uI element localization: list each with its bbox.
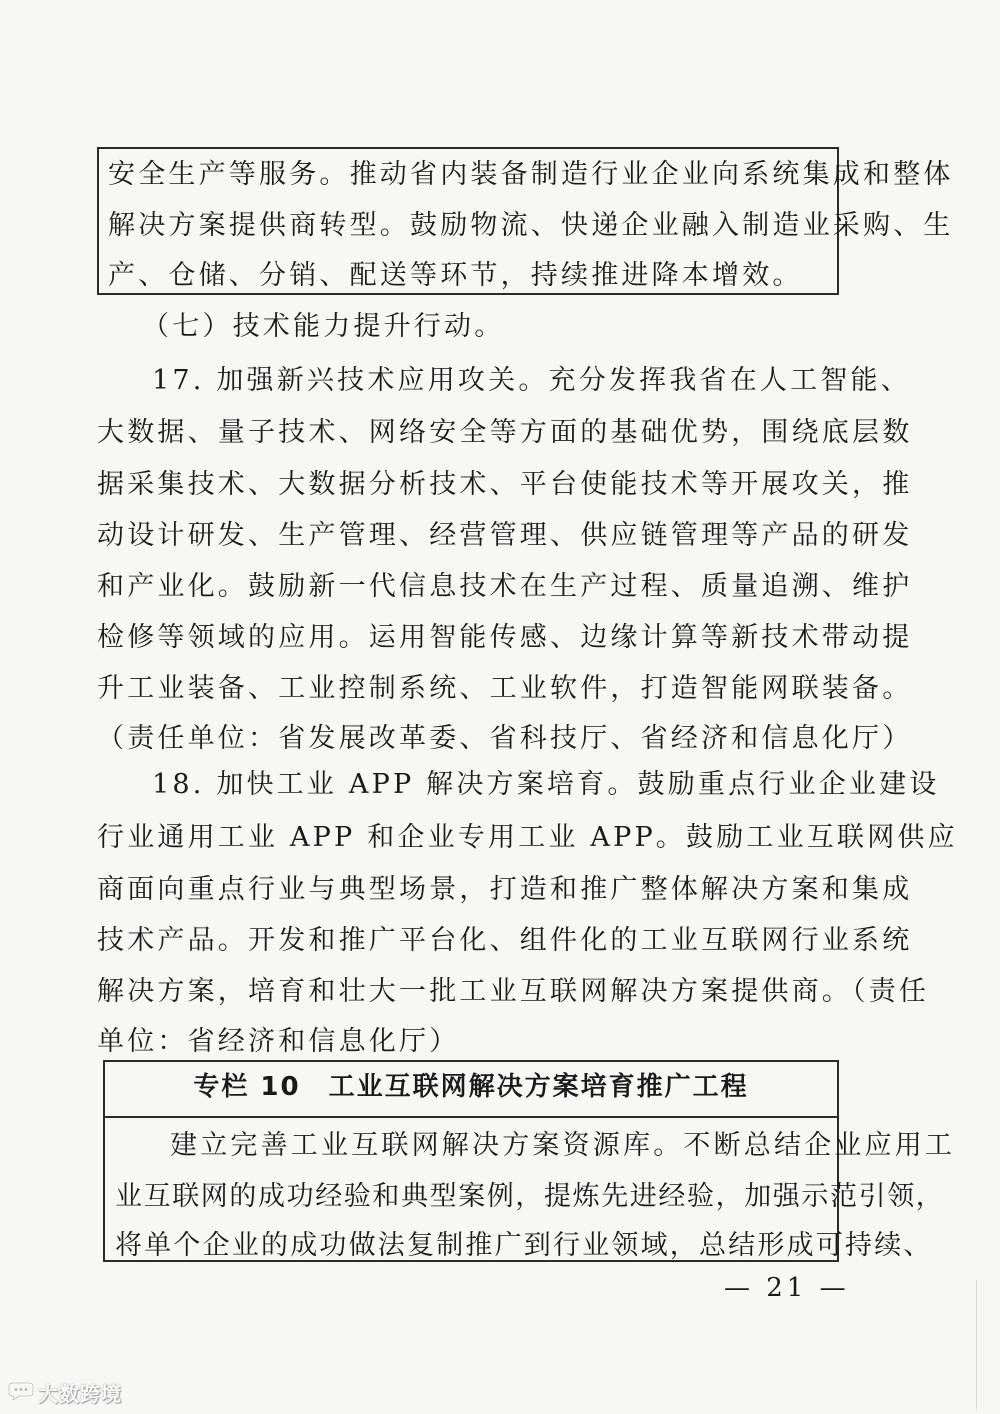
top-box-line-3: 产、仓储、分销、配送等环节，持续推进降本增效。 (108, 260, 803, 291)
chat-bubble-icon (8, 1380, 34, 1406)
item17-line-5: 和产业化。鼓励新一代信息技术在生产过程、质量追溯、维护 (97, 571, 913, 602)
item17-line-2: 大数据、量子技术、网络安全等方面的基础优势，围绕底层数 (97, 417, 913, 448)
item18-line-4: 技术产品。开发和推广平台化、组件化的工业互联网行业系统 (97, 925, 913, 956)
page-number: — 21 — (724, 1273, 850, 1303)
item17-line-1: 17. 加强新兴技术应用攻关。充分发挥我省在人工智能、 (152, 365, 911, 396)
watermark (8, 1378, 122, 1407)
item18-line-2: 行业通用工业 APP 和企业专用工业 APP。鼓励工业互联网供应 (97, 822, 958, 853)
item17-line-8: （责任单位：省发展改革委、省科技厅、省经济和信息化厅） (97, 723, 913, 754)
watermark-text: 大数跨境 (38, 1382, 122, 1406)
item17-line-3: 据采集技术、大数据分析技术、平台使能技术等开展攻关，推 (97, 469, 913, 500)
item18-line-3: 商面向重点行业与典型场景，打造和推广整体解决方案和集成 (97, 874, 913, 905)
item18-line-6: 单位：省经济和信息化厅） (97, 1026, 460, 1057)
column-box-line-1: 建立完善工业互联网解决方案资源库。不断总结企业应用工 (170, 1130, 956, 1161)
top-box-line-2: 解决方案提供商转型。鼓励物流、快递企业融入制造业采购、生 (108, 210, 954, 241)
scan-artifact-line (976, 1280, 977, 1410)
column-box-line-2: 业互联网的成功经验和典型案例，提炼先进经验，加强示范引领， (115, 1181, 945, 1212)
column-box-title: 专栏 10 工业互联网解决方案培育推广工程 (193, 1072, 749, 1102)
item18-line-5: 解决方案，培育和壮大一批工业互联网解决方案提供商。（责任 (97, 976, 930, 1007)
item18-line-1: 18. 加快工业 APP 解决方案培育。鼓励重点行业企业建设 (152, 769, 940, 800)
item17-line-7: 升工业装备、工业控制系统、工业软件，打造智能网联装备。 (97, 673, 913, 704)
item17-line-4: 动设计研发、生产管理、经营管理、供应链管理等产品的研发 (97, 520, 913, 551)
column-box-divider (103, 1116, 839, 1118)
top-box-line-1: 安全生产等服务。推动省内装备制造行业企业向系统集成和整体 (108, 159, 954, 190)
item17-line-6: 检修等领域的应用。运用智能传感、边缘计算等新技术带动提 (97, 622, 913, 653)
column-box-line-3: 将单个企业的成功做法复制推广到行业领域，总结形成可持续、 (115, 1230, 933, 1261)
section-heading: （七）技术能力提升行动。 (142, 311, 505, 342)
